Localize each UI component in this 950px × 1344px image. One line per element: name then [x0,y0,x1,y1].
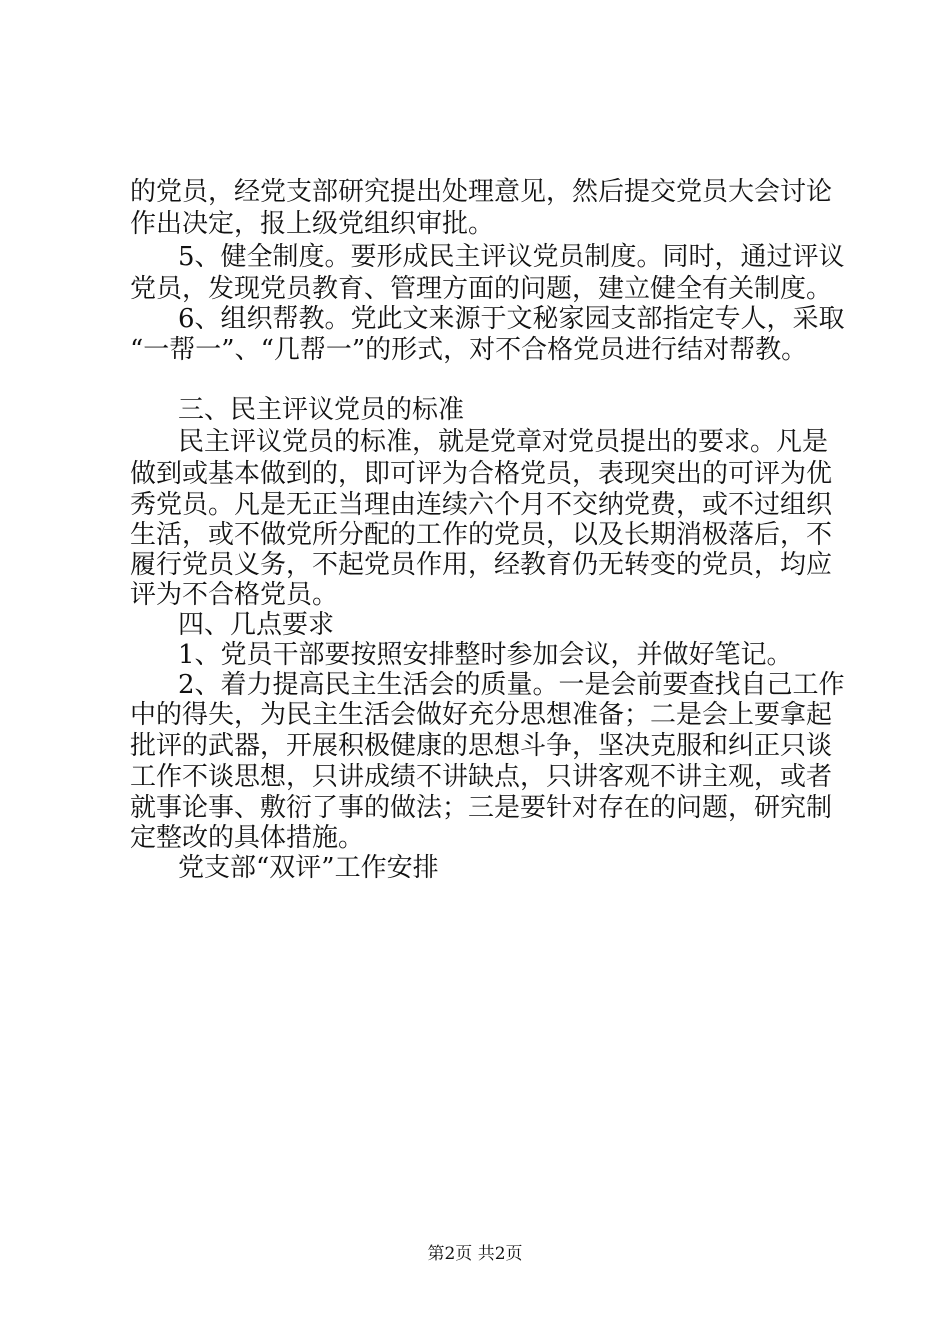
body-line-2: 作出决定，报上级党组织审批。 [130,209,495,239]
body-line-8: 做到或基本做到的，即可评为合格党员，表现突出的可评为优 [130,459,833,489]
body-line-7: 民主评议党员的标准，就是党章对党员提出的要求。凡是 [178,427,829,457]
page-footer: 第2页 共2页 [427,1244,523,1264]
body-line-19: 定整改的具体措施。 [130,823,365,853]
body-line-5: 6、组织帮教。党此文来源于文秘家园支部指定专人，采取 [178,304,845,334]
body-line-17: 工作不谈思想，只讲成绩不讲缺点，只讲客观不讲主观，或者 [130,762,833,792]
body-line-15: 中的得失，为民主生活会做好充分思想准备；二是会上要拿起 [130,700,833,730]
body-line-16: 批评的武器，开展积极健康的思想斗争，坚决克服和纠正只谈 [130,731,833,761]
body-line-9: 秀党员。凡是无正当理由连续六个月不交纳党费，或不过组织 [130,490,833,520]
body-line-6: “一帮一”、“几帮一”的形式，对不合格党员进行结对帮教。 [130,335,808,365]
section-heading-4: 四、几点要求 [178,610,335,640]
section-heading-3: 三、民主评议党员的标准 [178,395,465,425]
body-line-3: 5、健全制度。要形成民主评议党员制度。同时，通过评议 [178,242,845,272]
body-line-18: 就事论事、敷衍了事的做法；三是要针对存在的问题，研究制 [130,793,833,823]
body-line-10: 生活，或不做党所分配的工作的党员，以及长期消极落后，不 [130,520,833,550]
body-line-14: 2、着力提高民主生活会的质量。一是会前要查找自己工作 [178,670,845,700]
body-line-4: 党员，发现党员教育、管理方面的问题，建立健全有关制度。 [130,274,833,304]
closing-title: 党支部“双评”工作安排 [178,853,439,883]
body-line-1: 的党员，经党支部研究提出处理意见，然后提交党员大会讨论 [130,177,833,207]
body-line-12: 评为不合格党员。 [130,580,339,610]
body-line-13: 1、党员干部要按照安排整时参加会议，并做好笔记。 [178,640,793,670]
body-line-11: 履行党员义务，不起党员作用，经教育仍无转变的党员，均应 [130,550,833,580]
